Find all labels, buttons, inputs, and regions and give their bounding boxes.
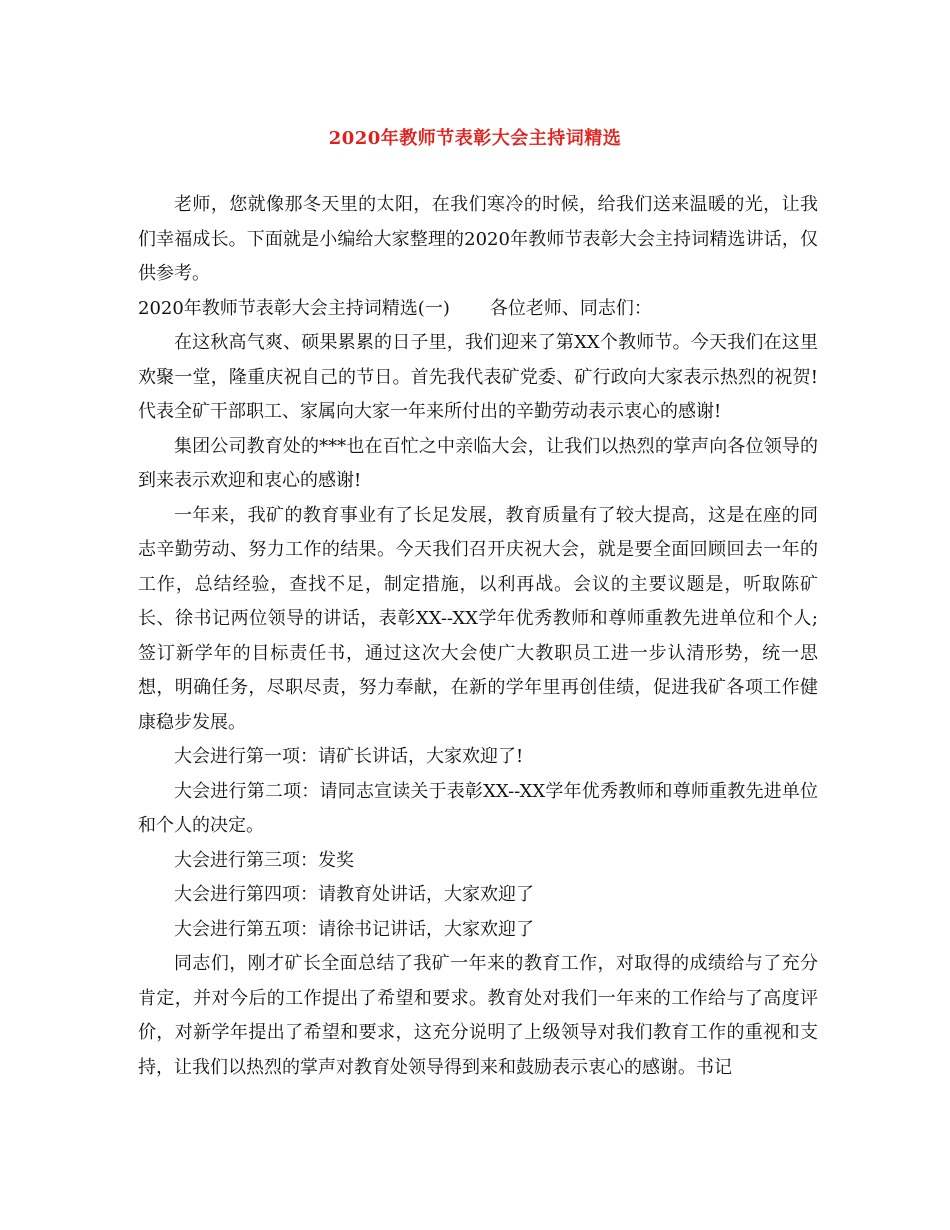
agenda-item: 大会进行第五项：请徐书记讲话，大家欢迎了 bbox=[174, 918, 534, 940]
agenda-item: 大会进行第二项：请同志宣读关于表彰XX--XX学年优秀教师和尊师重教先进单位和个人的决定。 bbox=[138, 780, 818, 836]
section-heading-line bbox=[138, 292, 818, 327]
agenda-item: 大会进行第三项：发奖 bbox=[174, 849, 354, 871]
document-body bbox=[138, 188, 818, 1085]
section-heading: 2020年教师节表彰大会主持词精选(一) bbox=[138, 297, 450, 319]
body-paragraph: 集团公司教育处的***也在百忙之中亲临大会，让我们以热烈的掌声向各位领导的到来表示欢迎和衷心的感谢! bbox=[138, 435, 818, 491]
body-paragraph: 一年来，我矿的教育事业有了长足发展，教育质量有了较大提高，这是在座的同志辛勤劳动、努力工作的结果。今天我们召开庆祝大会，就是要全面回顾回去一年的工作，总结经验，查找不足，制定措施，以利再战。会议的主要议题是，听取陈矿长、徐书记两位领导的讲话，表彰XX--XX学年优秀教师和尊师重教先进单位和个人;签订新学年的目标责任书，通过这次大会使广大教职员工进一步认清形势，统一思想，明确任务，尽职尽责，努力奉献，在新的学年里再创佳绩，促进我矿各项工作健康稳步发展。 bbox=[138, 504, 818, 733]
agenda-item: 大会进行第四项：请教育处讲话，大家欢迎了 bbox=[174, 884, 534, 905]
agenda-item: 大会进行第一项：请矿长讲话，大家欢迎了! bbox=[174, 746, 524, 767]
body-paragraph: 在这秋高气爽、硕果累累的日子里，我们迎来了第XX个教师节。今天我们在这里欢聚一堂，隆重庆祝自己的节日。首先我代表矿党委、矿行政向大家表示热烈的祝贺!代表全矿干部职工、家属向大家一年来所付出的辛勤劳动表示衷心的感谢! bbox=[138, 332, 818, 422]
document-title: 2020年教师节表彰大会主持词精选 bbox=[328, 128, 622, 149]
salutation: 各位老师、同志们： bbox=[489, 297, 652, 319]
intro-paragraph: 老师，您就像那冬天里的太阳，在我们寒冷的时候，给我们送来温暖的光，让我们幸福成长。下面就是小编给大家整理的2020年教师节表彰大会主持词精选讲话，仅供参考。 bbox=[138, 194, 818, 284]
body-paragraph: 同志们，刚才矿长全面总结了我矿一年来的教育工作，对取得的成绩给与了充分肯定，并对今后的工作提出了希望和要求。教育处对我们一年来的工作给与了高度评价，对新学年提出了希望和要求，这充分说明了上级领导对我们教育工作的重视和支持，让我们以热烈的掌声对教育处领导得到来和鼓励表示衷心的感谢。书记 bbox=[138, 953, 818, 1078]
